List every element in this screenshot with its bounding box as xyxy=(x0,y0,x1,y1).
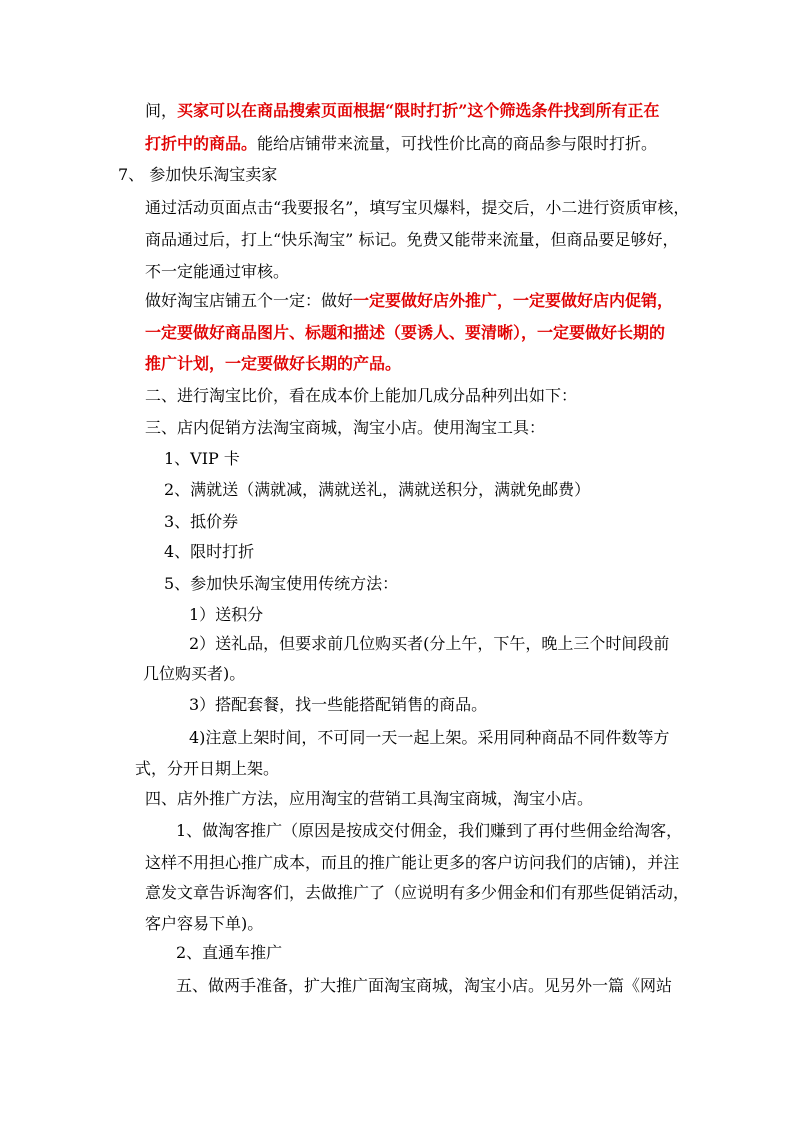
section-heading xyxy=(176,975,672,997)
text-run: 几位购买者)。 xyxy=(143,664,246,683)
list-item xyxy=(164,541,254,563)
text-line xyxy=(145,852,679,874)
text-line xyxy=(145,229,678,251)
section-heading xyxy=(145,385,577,407)
text-run: 通过活动页面点击“我要报名”，填写宝贝爆料，提交后，小二进行资质审核， xyxy=(145,198,690,217)
list-heading xyxy=(118,164,277,186)
text-run: 3、抵价券 xyxy=(164,512,239,531)
text-line xyxy=(143,663,245,685)
list-item xyxy=(164,573,398,595)
emphasis-text: 买家可以在商品搜索页面根据“限时打折”这个筛选条件找到所有正在 xyxy=(177,101,660,120)
list-item xyxy=(164,511,238,533)
text-run: 2、满就送（满就减，满就送礼，满就送积分，满就免邮费） xyxy=(164,480,591,499)
list-item xyxy=(164,479,590,501)
list-item xyxy=(164,448,240,470)
text-run: 式，分开日期上架。 xyxy=(135,759,280,778)
text-run: 4、限时打折 xyxy=(164,542,255,561)
section-heading xyxy=(145,417,545,439)
emphasis-text: 一定要做好商品图片、标题和描述（要诱人、要清晰），一定要做好长期的 xyxy=(145,323,666,342)
text-run: 意发文章告诉淘客们，去做推广了（应说明有多少佣金和们有那些促销活动， xyxy=(145,883,690,902)
text-run: 5、参加快乐淘宝使用传统方法： xyxy=(164,574,399,593)
text-line xyxy=(145,100,659,122)
sub-list-item xyxy=(189,694,487,716)
sub-list-item xyxy=(189,727,669,749)
emphasis-text: 打折中的商品。 xyxy=(145,134,258,153)
text-run: 1、做淘客推广（原因是按成交付佣金，我们赚到了再付些佣金给淘客， xyxy=(176,821,683,840)
text-line xyxy=(145,882,689,904)
text-run: 能给店铺带来流量，可找性价比高的商品参与限时打折。 xyxy=(257,134,658,153)
text-run: 四、店外推广方法，应用淘宝的营销工具淘宝商城，淘宝小店。 xyxy=(145,789,594,808)
text-run: 1）送积分 xyxy=(189,605,264,624)
list-item xyxy=(176,820,682,842)
text-line xyxy=(145,290,673,312)
text-run: 2）送礼品，但要求前几位购买者(分上午，下午，晚上三个时间段前 xyxy=(189,634,670,653)
emphasis-text: 一定要做好店外推广，一定要做好店内促销， xyxy=(353,291,674,310)
text-line xyxy=(135,758,279,780)
text-run: 二、进行淘宝比价，看在成本价上能加几成分品种列出如下： xyxy=(145,386,578,405)
section-heading xyxy=(145,788,593,810)
text-run: 这样不用担心推广成本，而且的推广能让更多的客户访问我们的店铺)，并注 xyxy=(145,853,680,872)
text-run: 2、直通车推广 xyxy=(176,943,283,962)
sub-list-item xyxy=(189,633,669,655)
text-run: 客户容易下单)。 xyxy=(145,914,264,933)
text-run: 3）搭配套餐，找一些能搭配销售的商品。 xyxy=(189,695,488,714)
text-run: 不一定能通过审核。 xyxy=(145,262,290,281)
text-run: 7、 参加快乐淘宝卖家 xyxy=(118,165,278,184)
text-run: 五、做两手准备，扩大推广面淘宝商城，淘宝小店。见另外一篇《网站 xyxy=(176,976,673,995)
emphasis-text: 推广计划，一定要做好长期的产品。 xyxy=(145,354,402,373)
text-run: 商品通过后，打上“快乐淘宝” 标记。免费又能带来流量，但商品要足够好， xyxy=(145,230,679,249)
list-item xyxy=(176,942,282,964)
text-run: 做好淘宝店铺五个一定：做好 xyxy=(145,291,354,310)
text-run: 三、店内促销方法淘宝商城，淘宝小店。使用淘宝工具： xyxy=(145,418,546,437)
text-run: 4)注意上架时间，不可同一天一起上架。采用同种商品不同件数等方 xyxy=(189,728,670,747)
text-line xyxy=(145,261,289,283)
text-line xyxy=(145,197,689,219)
text-line xyxy=(145,353,401,375)
text-run: 间， xyxy=(145,101,178,120)
text-line xyxy=(145,913,263,935)
sub-list-item xyxy=(189,604,263,626)
text-line xyxy=(145,133,657,155)
text-line xyxy=(145,322,665,344)
text-run: 1、VIP 卡 xyxy=(164,449,240,468)
